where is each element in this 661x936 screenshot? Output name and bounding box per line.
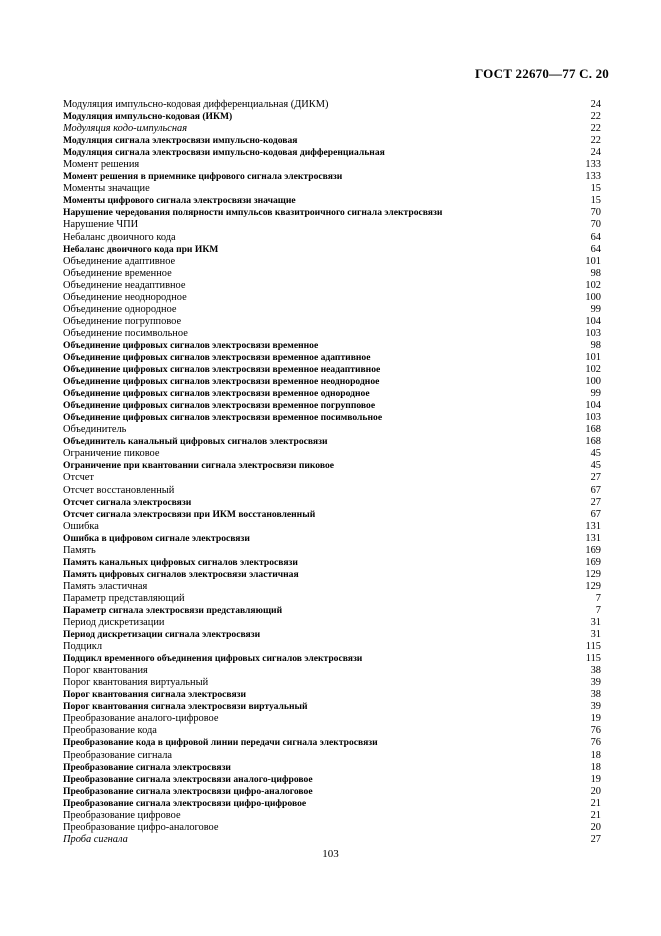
- index-term: Объединение цифровых сигналов электросвязи временное неадаптивное: [63, 364, 381, 376]
- index-entry: [63, 424, 601, 436]
- index-page-ref: 131: [585, 520, 601, 532]
- index-entry: [63, 617, 601, 629]
- index-page-ref: 7: [595, 604, 601, 616]
- index-term: Подцикл временного объединения цифровых сигналов электросвязи: [63, 653, 363, 665]
- index-entry: [63, 400, 601, 412]
- index-page-ref: 76: [590, 725, 601, 737]
- index-page-ref: 7: [595, 592, 601, 604]
- index-page-ref: 76: [590, 737, 601, 749]
- index-page-ref: 67: [590, 484, 601, 496]
- index-term: Проба сигнала: [63, 833, 128, 845]
- index-term: Модуляция импульсно-кодовая дифференциальная (ДИКМ): [63, 99, 329, 110]
- index-term: Преобразование сигнала электросвязи аналого-цифровое: [63, 773, 313, 785]
- index-page-ref: 99: [590, 388, 601, 400]
- index-page-ref: 18: [590, 749, 601, 761]
- index-page-ref: 22: [590, 123, 601, 135]
- index-page-ref: 27: [590, 833, 601, 845]
- index-term: Период дискретизации сигнала электросвязи: [63, 629, 261, 641]
- index-entry: [63, 521, 601, 533]
- index-entry: [63, 436, 601, 448]
- index-term: Память эластичная: [63, 580, 148, 592]
- index-term: Ошибка в цифровом сигнале электросвязи: [63, 532, 250, 544]
- index-page-ref: 24: [590, 99, 601, 110]
- index-term: Отсчет восстановленный: [63, 484, 175, 496]
- index-term: Модуляция сигнала электросвязи импульсно-кодовая дифференциальная: [63, 147, 385, 159]
- index-entry: [63, 460, 601, 472]
- index-term: Память цифровых сигналов электросвязи эластичная: [63, 568, 299, 580]
- index-term: Модуляция сигнала электросвязи импульсно-кодовая: [63, 135, 298, 147]
- index-page-ref: 22: [590, 111, 601, 123]
- index-page-ref: 38: [590, 665, 601, 677]
- index-term: Преобразование цифро-аналоговое: [63, 821, 219, 833]
- index-page-ref: 133: [585, 171, 601, 183]
- page-header: ГОСТ 22670—77 С. 20: [475, 66, 609, 81]
- index-entry: [63, 629, 601, 641]
- index-page-ref: 99: [590, 303, 601, 315]
- index-term: Преобразование сигнала электросвязи: [63, 761, 231, 773]
- index-term: Преобразование сигнала: [63, 749, 173, 761]
- index-entry: [63, 677, 601, 689]
- index-entry: [63, 472, 601, 484]
- index-entry: [63, 352, 601, 364]
- index-entry: [63, 123, 601, 135]
- index-entry: [63, 762, 601, 774]
- index-page-ref: 98: [590, 267, 601, 279]
- index-page-ref: 31: [590, 629, 601, 641]
- index-page-ref: 129: [585, 580, 601, 592]
- index-entry: [63, 750, 601, 762]
- index-entry: [63, 171, 601, 183]
- index-page-ref: 15: [590, 195, 601, 207]
- index-term: Объединение погрупповое: [63, 315, 182, 327]
- index-entry: [63, 111, 601, 123]
- index-page-ref: 70: [590, 219, 601, 231]
- index-entry: [63, 244, 601, 256]
- index-term: Объединение временное: [63, 267, 172, 279]
- index-entry: [63, 219, 601, 231]
- index-page-ref: 15: [590, 183, 601, 195]
- index-term: Объединение цифровых сигналов электросвязи временное однородное: [63, 388, 370, 400]
- index-term: Память канальных цифровых сигналов электросвязи: [63, 556, 298, 568]
- index-term: Отсчет сигнала электросвязи: [63, 496, 192, 508]
- index-page-ref: 101: [585, 255, 601, 267]
- index-entry: [63, 268, 601, 280]
- index-page-ref: 27: [590, 496, 601, 508]
- index-page-ref: 100: [585, 291, 601, 303]
- index-page-ref: 102: [585, 364, 601, 376]
- index-page-ref: 45: [590, 460, 601, 472]
- term-index: [63, 99, 601, 846]
- index-term: Объединитель: [63, 424, 127, 436]
- index-term: Ошибка: [63, 520, 99, 532]
- index-page-ref: 169: [585, 544, 601, 556]
- index-entry: [63, 701, 601, 713]
- index-term: Параметр представляющий: [63, 592, 185, 604]
- index-page-ref: 104: [585, 315, 601, 327]
- index-term: Объединение неоднородное: [63, 291, 187, 303]
- index-page-ref: 64: [590, 243, 601, 255]
- index-term: Преобразование сигнала электросвязи цифро-аналоговое: [63, 785, 313, 797]
- index-entry: [63, 147, 601, 159]
- index-entry: [63, 376, 601, 388]
- index-term: Объединение цифровых сигналов электросвязи временное: [63, 339, 319, 351]
- index-page-ref: 101: [585, 351, 601, 363]
- index-term: Порог квантования: [63, 665, 148, 677]
- index-entry: [63, 207, 601, 219]
- index-term: Ограничение при квантовании сигнала электросвязи пиковое: [63, 460, 335, 472]
- index-term: Объединение цифровых сигналов электросвязи временное посимвольное: [63, 412, 383, 424]
- index-page-ref: 168: [585, 436, 601, 448]
- index-term: Модуляция кодо-импульсная: [63, 123, 188, 135]
- index-term: Объединение посимвольное: [63, 327, 188, 339]
- index-page-ref: 169: [585, 556, 601, 568]
- index-entry: [63, 340, 601, 352]
- index-entry: [63, 774, 601, 786]
- index-entry: [63, 605, 601, 617]
- page-number: 103: [322, 848, 339, 860]
- index-term: Объединение однородное: [63, 303, 177, 315]
- index-page-ref: 100: [585, 376, 601, 388]
- index-term: Небаланс двоичного кода при ИКМ: [63, 243, 219, 255]
- index-page-ref: 19: [590, 713, 601, 725]
- index-entry: [63, 545, 601, 557]
- index-page-ref: 168: [585, 424, 601, 436]
- index-entry: [63, 834, 601, 846]
- index-term: Преобразование кода в цифровой линии передачи сигнала электросвязи: [63, 737, 378, 749]
- index-page-ref: 18: [590, 761, 601, 773]
- index-page-ref: 20: [590, 785, 601, 797]
- index-term: Преобразование сигнала электросвязи цифро-цифровое: [63, 797, 307, 809]
- index-page-ref: 131: [585, 532, 601, 544]
- index-page-ref: 27: [590, 472, 601, 484]
- index-page-ref: 64: [590, 231, 601, 243]
- index-page-ref: 133: [585, 159, 601, 171]
- index-page-ref: 115: [585, 653, 601, 665]
- index-entry: [63, 725, 601, 737]
- index-entry: [63, 810, 601, 822]
- index-entry: [63, 316, 601, 328]
- index-term: Преобразование цифровое: [63, 809, 181, 821]
- index-term: Преобразование аналого-цифровое: [63, 713, 219, 725]
- index-entry: [63, 665, 601, 677]
- index-term: Объединение цифровых сигналов электросвязи временное неоднородное: [63, 376, 380, 388]
- index-term: Модуляция импульсно-кодовая (ИКМ): [63, 111, 233, 123]
- index-page-ref: 31: [590, 617, 601, 629]
- index-page-ref: 22: [590, 135, 601, 147]
- index-page-ref: 39: [590, 677, 601, 689]
- index-term: Объединение неадаптивное: [63, 279, 186, 291]
- index-entry: [63, 99, 601, 111]
- index-term: Момент решения в приемнике цифрового сигнала электросвязи: [63, 171, 343, 183]
- index-page-ref: 21: [590, 797, 601, 809]
- index-entry: [63, 412, 601, 424]
- index-entry: [63, 798, 601, 810]
- index-page-ref: 70: [590, 207, 601, 219]
- index-term: Объединение адаптивное: [63, 255, 176, 267]
- index-term: Порог квантования сигнала электросвязи виртуальный: [63, 701, 308, 713]
- index-entry: [63, 256, 601, 268]
- index-entry: [63, 569, 601, 581]
- index-entry: [63, 448, 601, 460]
- index-term: Преобразование кода: [63, 725, 157, 737]
- index-entry: [63, 183, 601, 195]
- index-term: Отсчет: [63, 472, 94, 484]
- index-term: Моменты значащие: [63, 183, 150, 195]
- index-entry: [63, 509, 601, 521]
- index-page-ref: 67: [590, 508, 601, 520]
- index-entry: [63, 533, 601, 545]
- index-page-ref: 102: [585, 279, 601, 291]
- index-entry: [63, 485, 601, 497]
- index-term: Объединитель канальный цифровых сигналов электросвязи: [63, 436, 328, 448]
- index-entry: [63, 280, 601, 292]
- index-entry: [63, 328, 601, 340]
- index-page-ref: 115: [585, 641, 601, 653]
- index-term: Порог квантования сигнала электросвязи: [63, 689, 247, 701]
- index-page-ref: 104: [585, 400, 601, 412]
- index-page-ref: 39: [590, 701, 601, 713]
- index-page-ref: 45: [590, 448, 601, 460]
- index-term: Отсчет сигнала электросвязи при ИКМ восстановленный: [63, 508, 316, 520]
- index-term: Момент решения: [63, 159, 140, 171]
- index-page-ref: 19: [590, 773, 601, 785]
- index-entry: [63, 581, 601, 593]
- index-term: Параметр сигнала электросвязи представляющий: [63, 604, 283, 616]
- index-term: Объединение цифровых сигналов электросвязи временное адаптивное: [63, 351, 371, 363]
- index-entry: [63, 159, 601, 171]
- index-term: Память: [63, 544, 96, 556]
- index-entry: [63, 786, 601, 798]
- index-term: Подцикл: [63, 641, 103, 653]
- index-entry: [63, 822, 601, 834]
- index-entry: [63, 713, 601, 725]
- index-entry: [63, 641, 601, 653]
- index-term: Порог квантования виртуальный: [63, 677, 209, 689]
- index-entry: [63, 292, 601, 304]
- index-entry: [63, 593, 601, 605]
- index-entry: [63, 232, 601, 244]
- index-page-ref: 24: [590, 147, 601, 159]
- index-entry: [63, 689, 601, 701]
- index-term: Нарушение чередования полярности импульсов квазитроичного сигнала электросвязи: [63, 207, 443, 219]
- index-page-ref: 129: [585, 568, 601, 580]
- index-term: Моменты цифрового сигнала электросвязи значащие: [63, 195, 296, 207]
- index-term: Объединение цифровых сигналов электросвязи временное погрупповое: [63, 400, 376, 412]
- index-entry: [63, 388, 601, 400]
- index-entry: [63, 653, 601, 665]
- index-entry: [63, 195, 601, 207]
- index-entry: [63, 497, 601, 509]
- index-term: Небаланс двоичного кода: [63, 231, 176, 243]
- index-entry: [63, 135, 601, 147]
- index-term: Ограничение пиковое: [63, 448, 160, 460]
- index-term: Нарушение ЧПИ: [63, 219, 139, 231]
- index-page-ref: 21: [590, 809, 601, 821]
- index-term: Период дискретизации: [63, 617, 165, 629]
- index-entry: [63, 304, 601, 316]
- index-entry: [63, 364, 601, 376]
- index-page-ref: 20: [590, 821, 601, 833]
- index-page-ref: 103: [585, 412, 601, 424]
- index-entry: [63, 557, 601, 569]
- index-page-ref: 38: [590, 689, 601, 701]
- index-page-ref: 103: [585, 327, 601, 339]
- index-page-ref: 98: [590, 339, 601, 351]
- index-entry: [63, 737, 601, 749]
